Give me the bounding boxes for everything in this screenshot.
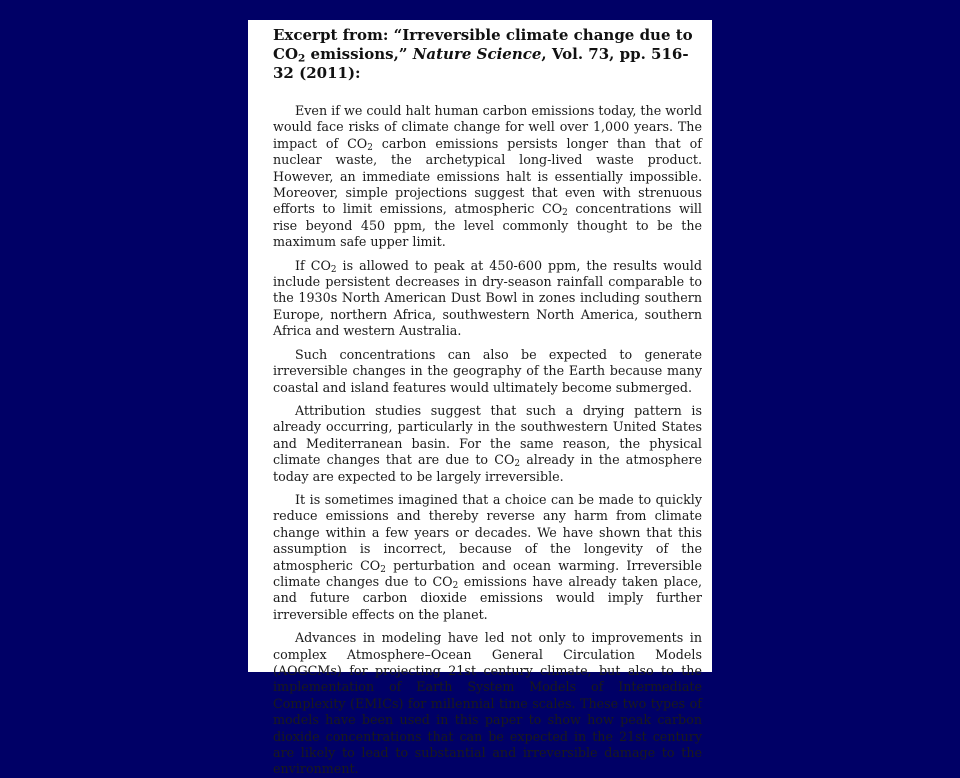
paragraph-text: If CO — [295, 257, 331, 273]
paragraph-text: Such concentrations can also be expected to generate irreversible changes in the geography of the Earth because many coastal and island features would ultimately become submerged. — [273, 346, 702, 395]
excerpt-paragraph — [273, 630, 702, 778]
paragraph-text: It is sometimes imagined that a choice can be made to quickly reduce emissions and thereby reverse any harm from climate change within a few years or decades. We have shown that this assumption is incorrect, because of the longevity of the atmospheric CO — [273, 491, 702, 573]
title-suffix: , Vol. 73, pp. 516-32 (2011): — [273, 45, 689, 82]
title-prefix: Excerpt from: “Irreversible climate change due to CO — [273, 26, 693, 63]
excerpt-paragraph — [273, 258, 702, 340]
journal-name: Nature Science — [412, 45, 542, 63]
title-mid: emissions,” — [305, 45, 413, 63]
paragraph-text: concentrations will rise beyond 450 ppm, the level commonly thought to be the maximum safe upper limit. — [273, 201, 702, 250]
subscript: 2 — [367, 143, 373, 154]
paragraph-text: Even if we could halt human carbon emissions today, the world would face risks of climate change for well over 1,000 years. The impact of CO — [273, 103, 702, 151]
subscript: 2 — [562, 208, 568, 219]
excerpt-panel — [248, 20, 712, 777]
subscript: 2 — [514, 459, 521, 470]
excerpt-paragraph — [273, 492, 702, 623]
subscript: 2 — [380, 564, 386, 575]
title-subscript: 2 — [298, 52, 306, 65]
paragraph-text: perturbation and ocean warming. Irreversible climate changes due to CO — [273, 557, 703, 589]
paragraph-text: emissions have already taken place, and future carbon dioxide emissions would imply further irreversible effects on the planet. — [273, 573, 703, 622]
excerpt-paragraph — [273, 403, 702, 485]
excerpt-paragraph — [273, 103, 702, 251]
paragraph-text: already in the atmosphere today are expected to be largely irreversible. — [273, 452, 702, 484]
excerpt-body — [273, 103, 702, 778]
subscript: 2 — [330, 264, 337, 275]
paragraph-text: is allowed to peak at 450-600 ppm, the results would include persistent decreases in dry-season rainfall comparable to the 1930s North American Dust Bowl in zones including southern Europe, northern Africa, southwestern North America, southern Africa and western Australia. — [273, 257, 702, 339]
paragraph-text: Advances in modeling have led not only to improvements in complex Atmosphere–Ocean General Circulation Models (AOGCMs) for projecting 21st century climate, but also to the implementation of Earth System Models of Intermediate Complexity (EMICs) for millennial time scales. These two types of models have been used in this paper to show how peak carbon dioxide concentrations that can be expected in the 21st century are likely to lead to substantial and irreversible damage to the environment. — [273, 630, 702, 777]
paragraph-text: Attribution studies suggest that such a drying pattern is already occurring, particularly in the southwestern United States and Mediterranean basin. For the same reason, the physical climate changes that are due to CO — [273, 402, 702, 468]
excerpt-title — [273, 26, 702, 83]
subscript: 2 — [452, 581, 459, 592]
paragraph-text: carbon emissions persists longer than that of nuclear waste, the archetypical long-lived waste product. However, an immediate emissions halt is essentially impossible. Moreover, simple projections suggest that even with strenuous efforts to limit emissions, atmospheric CO — [273, 135, 702, 217]
excerpt-paragraph — [273, 347, 702, 396]
